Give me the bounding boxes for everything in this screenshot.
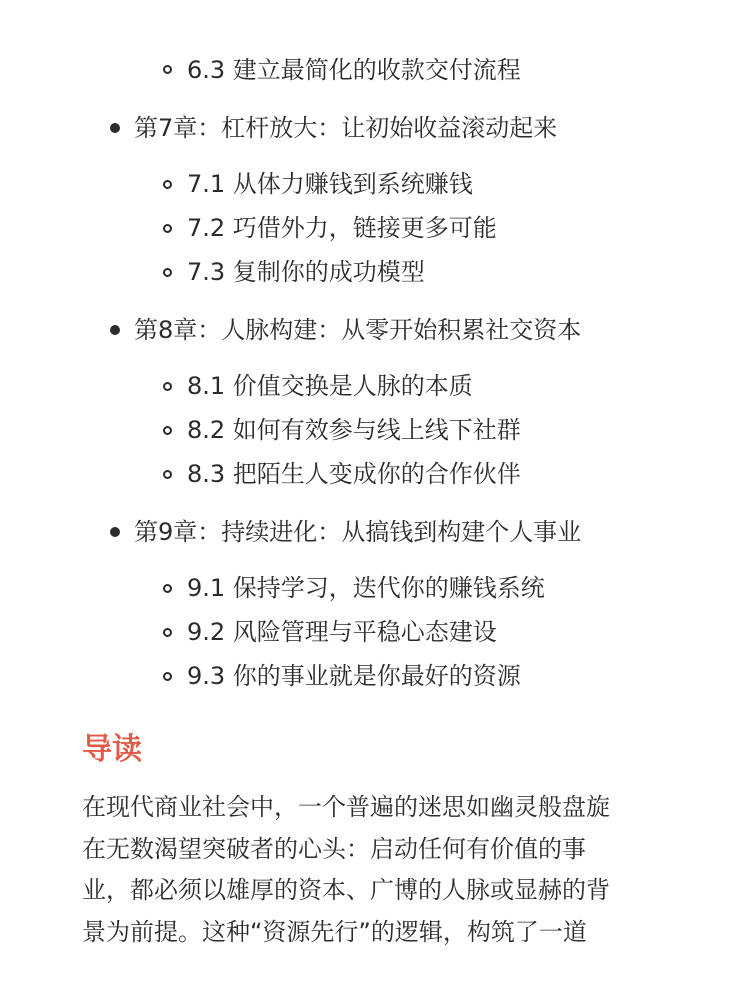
section-bullet-icon — [163, 224, 172, 233]
section-label: 8.1 价值交换是人脉的本质 — [187, 372, 473, 400]
paragraph-line: 在现代商业社会中，一个普遍的迷思如幽灵般盘旋 — [82, 793, 610, 821]
chapter-bullet-icon — [110, 325, 120, 335]
intro-heading: 导读 — [82, 732, 142, 767]
outline-chapter-9 — [134, 512, 581, 552]
section-label: 8.3 把陌生人变成你的合作伙伴 — [187, 460, 521, 488]
section-bullet-icon — [163, 382, 172, 391]
section-bullet-icon — [163, 65, 172, 74]
section-label: 9.2 风险管理与平稳心态建设 — [187, 618, 497, 646]
outline-section-7-3 — [187, 252, 425, 292]
section-bullet-icon — [163, 628, 172, 637]
outline-chapter-8 — [134, 310, 581, 350]
outline-section-7-2 — [187, 208, 497, 248]
outline-section-9-3 — [187, 656, 521, 696]
chapter-bullet-icon — [110, 123, 120, 133]
outline-section-6-3 — [187, 50, 521, 90]
section-label: 7.1 从体力赚钱到系统赚钱 — [187, 170, 473, 198]
section-bullet-icon — [163, 672, 172, 681]
section-bullet-icon — [163, 584, 172, 593]
section-label: 7.2 巧借外力，链接更多可能 — [187, 214, 497, 242]
outline-section-9-1 — [187, 568, 545, 608]
section-label: 6.3 建立最简化的收款交付流程 — [187, 56, 521, 84]
section-label: 9.3 你的事业就是你最好的资源 — [187, 662, 521, 690]
section-bullet-icon — [163, 268, 172, 277]
chapter-title: 第7章：杠杆放大：让初始收益滚动起来 — [134, 114, 558, 142]
section-label: 7.3 复制你的成功模型 — [187, 258, 425, 286]
section-bullet-icon — [163, 426, 172, 435]
outline-section-9-2 — [187, 612, 497, 652]
chapter-bullet-icon — [110, 527, 120, 537]
outline-section-8-3 — [187, 454, 521, 494]
outline-section-8-2 — [187, 410, 521, 450]
chapter-title: 第8章：人脉构建：从零开始积累社交资本 — [134, 316, 582, 344]
paragraph-line: 景为前提。这种“资源先行”的逻辑，构筑了一道 — [82, 917, 587, 946]
paragraph-line: 在无数渴望突破者的心头：启动任何有价值的事 — [82, 834, 586, 863]
paragraph-line: 业，都必须以雄厚的资本、广博的人脉或显赫的背 — [82, 876, 610, 904]
section-bullet-icon — [163, 470, 172, 479]
section-label: 9.1 保持学习，迭代你的赚钱系统 — [187, 574, 545, 602]
section-bullet-icon — [163, 180, 172, 189]
section-label: 8.2 如何有效参与线上线下社群 — [187, 416, 521, 444]
outline-section-7-1 — [187, 164, 473, 204]
outline-section-8-1 — [187, 366, 473, 406]
chapter-title: 第9章：持续进化：从搞钱到构建个人事业 — [134, 518, 582, 546]
outline-chapter-7 — [134, 108, 557, 148]
intro-paragraph — [82, 787, 682, 953]
